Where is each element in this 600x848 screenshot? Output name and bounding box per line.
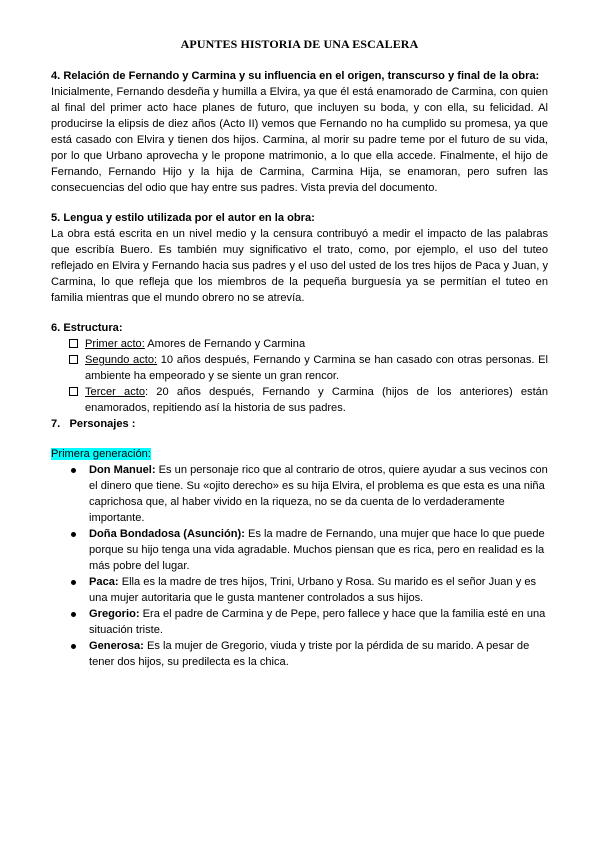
character-name: Generosa: [89,640,144,652]
character-list [51,462,548,670]
bullet-icon [71,532,76,537]
checkbox-icon [69,339,78,348]
character-description: Era el padre de Carmina y de Pepe, pero fallece y hace que la familia esté en una situación triste. [89,608,546,636]
character-item [71,606,548,638]
character-item [71,574,548,606]
generation-subheading: Primera generación: [51,448,151,460]
character-description: Es un personaje rico que al contrario de otros, quiere ayudar a sus vecinos con el dinero que tiene. Su «ojito derecho» es su hija Elvira, el problema es que esta es una niña caprichosa que, al haber vivido en la riqueza, no se da cuenta de lo verdaderamente importante. [89,464,548,524]
bullet-icon [71,612,76,617]
structure-item-label: Tercer acto [85,386,146,398]
character-description: Ella es la madre de tres hijos, Trini, Urbano y Rosa. Su marido es el señor Juan y es una mujer autoritaria que le gusta mantener controlados a sus hijos. [89,576,537,604]
spacer [51,432,548,446]
character-name: Gregorio: [89,608,140,620]
character-name: Don Manuel: [89,464,156,476]
document-title: APUNTES HISTORIA DE UNA ESCALERA [180,37,419,51]
character-item [71,638,548,670]
character-description: Es la mujer de Gregorio, viuda y triste por la pérdida de su marido. A pesar de tener dos hijos, su predilecta es la chica. [89,640,530,668]
structure-item-text: Amores de Fernando y Carmina [144,338,306,350]
bullet-icon [71,468,76,473]
spacer [51,196,548,210]
structure-item-label: Segundo acto: [85,354,158,366]
section-4-heading: 4. Relación de Fernando y Carmina y su influencia en el origen, transcurso y final de la obra: [51,70,540,82]
structure-item [69,384,548,416]
structure-item-text: 10 años después, Fernando y Carmina se han casado con otras personas. El ambiente ha empeorado y se siente un gran rencor. [85,354,548,382]
section-6-heading: 6. Estructura: [51,322,123,334]
character-item [71,526,548,574]
section-5-heading: 5. Lengua y estilo utilizada por el autor en la obra: [51,212,315,224]
structure-list [51,336,548,416]
section-5-body: La obra está escrita en un nivel medio y la censura contribuyó a medir el impacto de las palabras que escribía Buero. Es también muy significativo el trato, como, por ejemplo, el uso del tuteo reflejado en Elvira y Fernando hacia sus padres y el uso del usted de los tres hijos de Paca y Juan, y Carmina, lo que refleja que los miembros de la pequeña burguesía ya se permitían el tuteo en familia mientras que el mundo obrero no se atrevía. [51,228,548,304]
bullet-icon [71,580,76,585]
structure-item [69,352,548,384]
spacer [51,306,548,320]
structure-item [69,336,548,352]
character-description: Es la madre de Fernando, una mujer que hace lo que puede porque su hijo tenga una vida agradable. Muchos piensan que es rica, pero en realidad es la más pobre del lugar. [89,528,545,572]
structure-item-label: Primer acto: [85,338,145,350]
structure-item-text: : 20 años después, Fernando y Carmina (hijos de los anteriores) están enamorados, repitiendo así la historia de sus padres. [85,386,549,414]
checkbox-icon [69,387,78,396]
section-4-body: Inicialmente, Fernando desdeña y humilla a Elvira, ya que él está enamorado de Carmina, con quien al final del primer acto hace planes de futuro, que incluyen su boda, y con ella, su felicidad. Al producirse la elipsis de diez años (Acto II) vemos que Fernando no ha cumplido su promesa, ya que está casado con Elvira y tienen dos hijos. Carmina, al morir su padre teme por el futuro de su vida, por lo que Urbano aprovecha y le propone matrimonio, a lo que ella accede. Finalmente, el hijo de Fernando, Fernando Hijo y la hija de Carmina, Carmina Hija, se enamoran, pero sufren las consecuencias del odio que hay entre sus padres. Vista previa del documento. [51,86,548,194]
character-name: Doña Bondadosa (Asunción): [89,528,245,540]
checkbox-icon [69,355,78,364]
section-7-heading: 7. Personajes : [51,418,136,430]
character-item [71,462,548,526]
bullet-icon [71,644,76,649]
character-name: Paca: [89,576,119,588]
